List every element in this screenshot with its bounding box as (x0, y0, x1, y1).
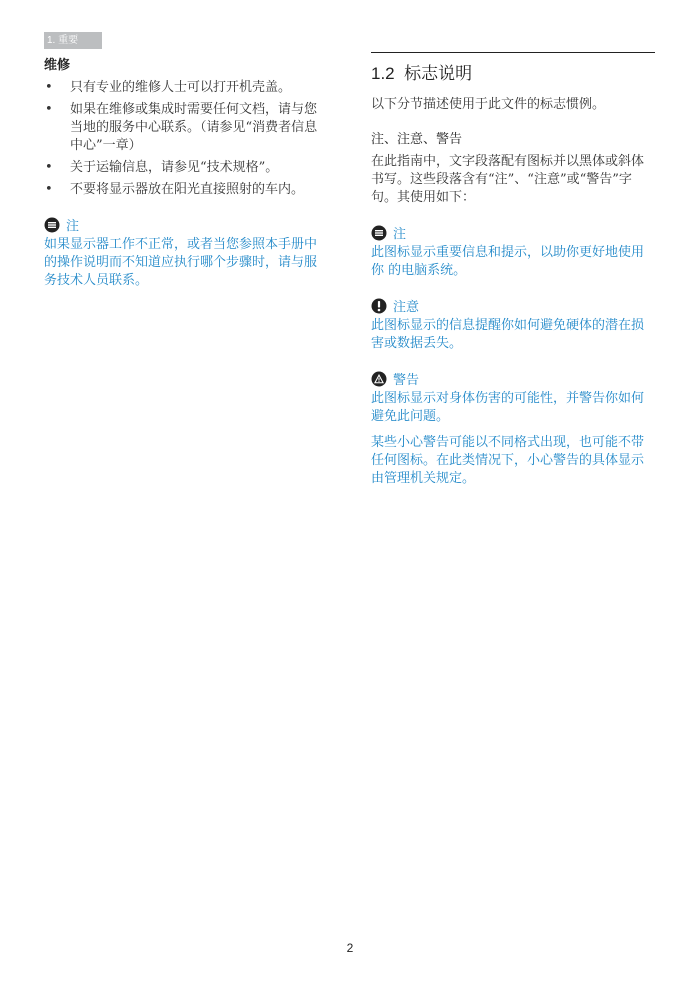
warning-heading (371, 369, 655, 388)
list-item: • 关于运输信息，请参见“技术规格”。 (45, 160, 279, 175)
maintenance-list (44, 79, 326, 199)
caution-icon (371, 298, 387, 314)
note-label: 注 (66, 218, 80, 233)
caution-label: 注意 (393, 299, 420, 314)
section-divider (371, 52, 655, 53)
caution-heading (371, 296, 655, 315)
maintenance-heading: 维修 (44, 57, 71, 72)
bullet: • (45, 160, 53, 175)
warning-icon (371, 371, 387, 387)
note-heading (371, 223, 655, 242)
warning-text: 此图标显示对身体伤害的可能性，并警告你如何避免此问题。 (371, 391, 645, 424)
warning-extra-text: 某些小心警告可能以不同格式出现，也可能不带任何图标。在此类情况下，小心警告的具体显示由管理机关规定。 (371, 435, 645, 486)
intro-text: 以下分节描述使用于此文件的标志惯例。 (371, 97, 606, 112)
bullet: • (45, 182, 53, 197)
list-item: • 不要将显示器放在阳光直接照射的车内。 (45, 182, 305, 197)
left-column (44, 54, 326, 298)
note-icon (44, 217, 60, 233)
bullet: • (45, 102, 53, 117)
conventions-text: 在此指南中，文字段落配有图标并以黑体或斜体书写。这些段落含有“注”、“注意”或“警告”字句。其使用如下： (371, 154, 645, 205)
section-title: 1.2 标志说明 (371, 64, 473, 83)
page-number: 2 (346, 941, 354, 955)
bullet: • (45, 80, 53, 95)
chapter-tab: 1. 重要 (44, 32, 102, 49)
note-heading (44, 215, 326, 234)
note-icon (371, 225, 387, 241)
note-text: 如果显示器工作不正常，或者当您参照本手册中的操作说明而不知道应执行哪个步骤时，请与服务技术人员联系。 (44, 237, 318, 288)
note-label: 注 (393, 226, 407, 241)
warning-label: 警告 (393, 372, 420, 387)
note-text: 此图标显示重要信息和提示，以助你更好地使用你 的电脑系统。 (371, 245, 645, 278)
list-item: • 只有专业的维修人士可以打开机壳盖。 (45, 80, 292, 95)
conventions-heading: 注、注意、警告 (371, 131, 463, 146)
list-item: • 如果在维修或集成时需要任何文档，请与您当地的服务中心联系。（请参见“消费者信息中心”一章） (45, 102, 318, 153)
caution-text: 此图标显示的信息提醒你如何避免硬体的潜在损害或数据丢失。 (371, 318, 645, 351)
right-column (371, 52, 655, 496)
